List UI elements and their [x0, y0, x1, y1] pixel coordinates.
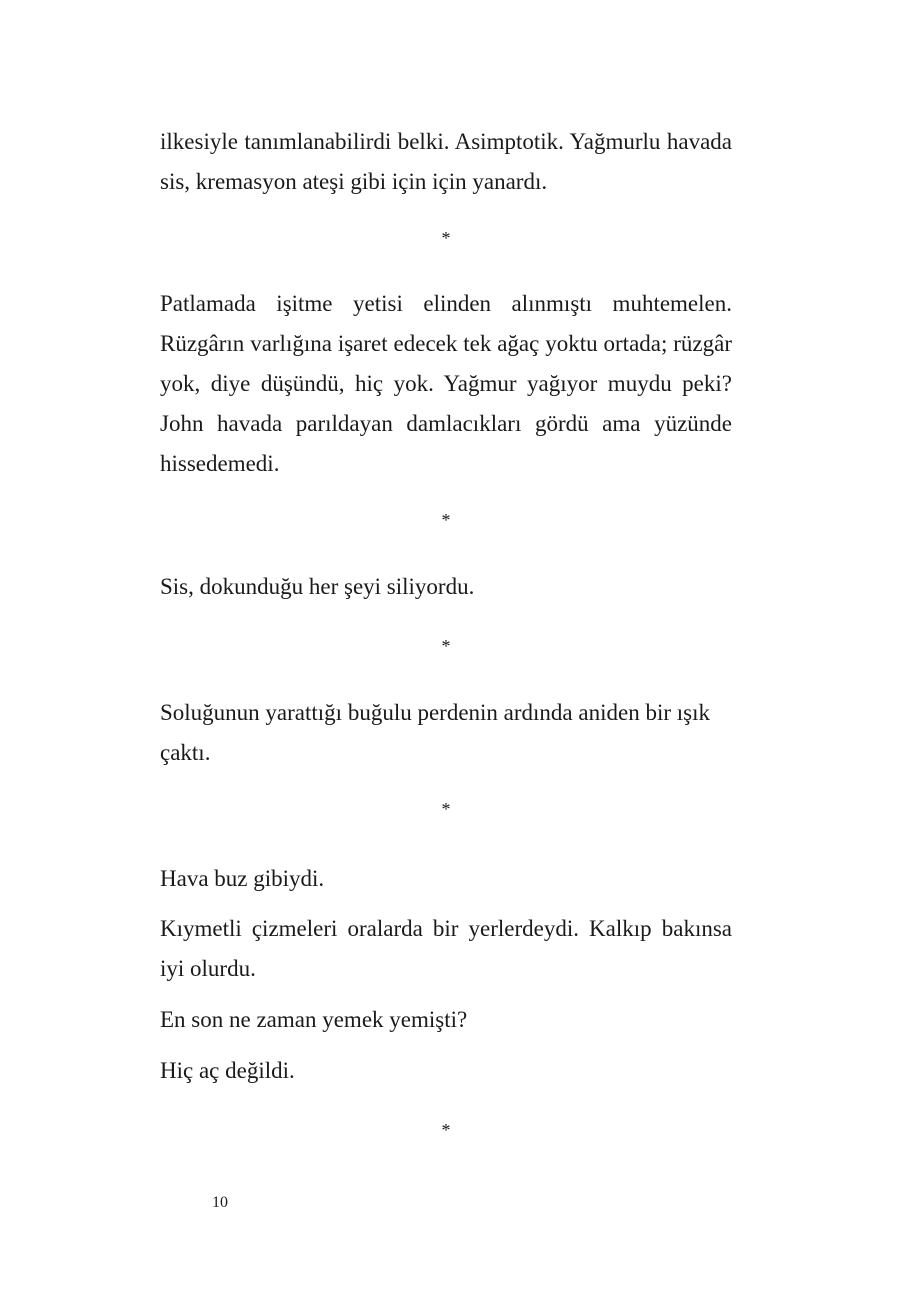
paragraph-6: Kıymetli çizmeleri oralarda bir yerlerdeydi. Kalkıp bakınsa iyi olurdu.: [160, 916, 732, 981]
section-separator-5: *: [441, 1120, 451, 1140]
paragraph-5: Hava buz gibiydi.: [160, 866, 325, 891]
paragraph-4: Soluğunun yarattığı buğulu perdenin ardında aniden bir ışık çaktı.: [160, 700, 710, 765]
section-separator-1: *: [441, 228, 451, 248]
page-number: 10: [212, 1194, 228, 1211]
section-separator-3: *: [441, 636, 451, 656]
section-separator-2: *: [441, 510, 451, 530]
paragraph-2: Patlamada işitme yetisi elinden alınmıştı muhtemelen. Rüzgârın varlığına işaret edecek tek ağaç yoktu ortada; rüzgâr yok, diye düşündü, hiç yok. Yağmur yağıyor muydu peki? John havada parıldayan damlacıkları gördü ama yüzünde hissedemedi.: [160, 291, 732, 476]
paragraph-3: Sis, dokunduğu her şeyi siliyordu.: [160, 574, 475, 599]
paragraph-1: ilkesiyle tanımlanabilirdi belki. Asimptotik. Yağmurlu havada sis, kremasyon ateşi gibi için için yanardı.: [160, 129, 732, 194]
paragraph-8: Hiç aç değildi.: [160, 1058, 295, 1083]
paragraph-7: En son ne zaman yemek yemişti?: [160, 1007, 468, 1032]
section-separator-4: *: [441, 799, 451, 819]
